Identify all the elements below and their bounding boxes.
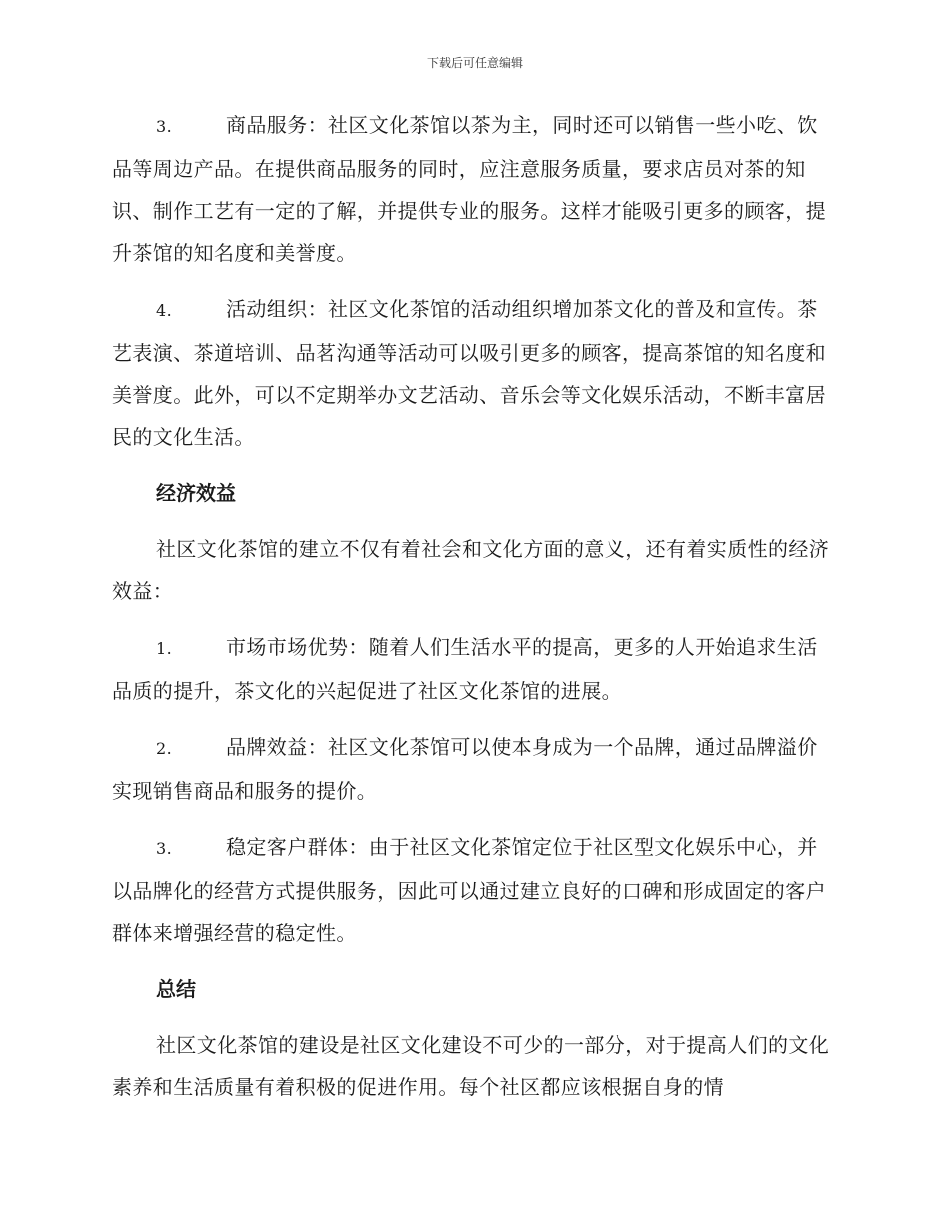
list-item-text: 稳定客户群体：由于社区文化茶馆定位于社区型文化娱乐中心，并以品牌化的经营方式提供服务，因此可以通过建立良好的口碑和形成固定的客户群体来增强经营的稳定性。 xyxy=(112,835,826,945)
list-number: 4. xyxy=(156,301,173,320)
list-item-text: 商品服务：社区文化茶馆以茶为主，同时还可以销售一些小吃、饮品等周边产品。在提供商品服务的同时，应注意服务质量，要求店员对茶的知识、制作工艺有一定的了解，并提供专业的服务。这样才能吸引更多的顾客，提升茶馆的知名度和美誉度。 xyxy=(112,113,826,265)
list-number: 1. xyxy=(156,639,173,658)
paragraph-summary: 社区文化茶馆的建设是社区文化建设不可少的一部分，对于提高人们的文化素养和生活质量有着积极的促进作用。每个社区都应该根据自身的情 xyxy=(112,1033,830,1099)
list-number: 2. xyxy=(156,739,173,758)
list-item-brand-benefit xyxy=(112,726,836,812)
list-number: 3. xyxy=(156,839,173,858)
paragraph-economic-intro: 社区文化茶馆的建立不仅有着社会和文化方面的意义，还有着实质性的经济效益： xyxy=(112,537,830,603)
list-item-goods-service xyxy=(112,104,836,274)
section-heading-summary: 总结 xyxy=(156,977,196,1001)
list-item-stable-customers xyxy=(112,826,836,954)
list-item-text: 市场市场优势：随着人们生活水平的提高，更多的人开始追求生活品质的提升，茶文化的兴起促进了社区文化茶馆的进展。 xyxy=(112,635,818,703)
list-item-text: 活动组织：社区文化茶馆的活动组织增加茶文化的普及和宣传。茶艺表演、茶道培训、品茗沟通等活动可以吸引更多的顾客，提高茶馆的知名度和美誉度。此外，可以不定期举办文艺活动、音乐会等文化娱乐活动，不断丰富居民的文化生活。 xyxy=(112,297,826,449)
page-header: 下载后可任意编辑 xyxy=(426,56,523,70)
list-number: 3. xyxy=(156,117,173,136)
document-body xyxy=(112,104,836,1122)
list-item-activity-organization xyxy=(112,288,836,458)
section-heading-economic-benefit: 经济效益 xyxy=(156,481,236,505)
list-item-text: 品牌效益：社区文化茶馆可以使本身成为一个品牌，通过品牌溢价实现销售商品和服务的提价。 xyxy=(112,735,818,803)
list-item-market-advantage xyxy=(112,626,836,712)
